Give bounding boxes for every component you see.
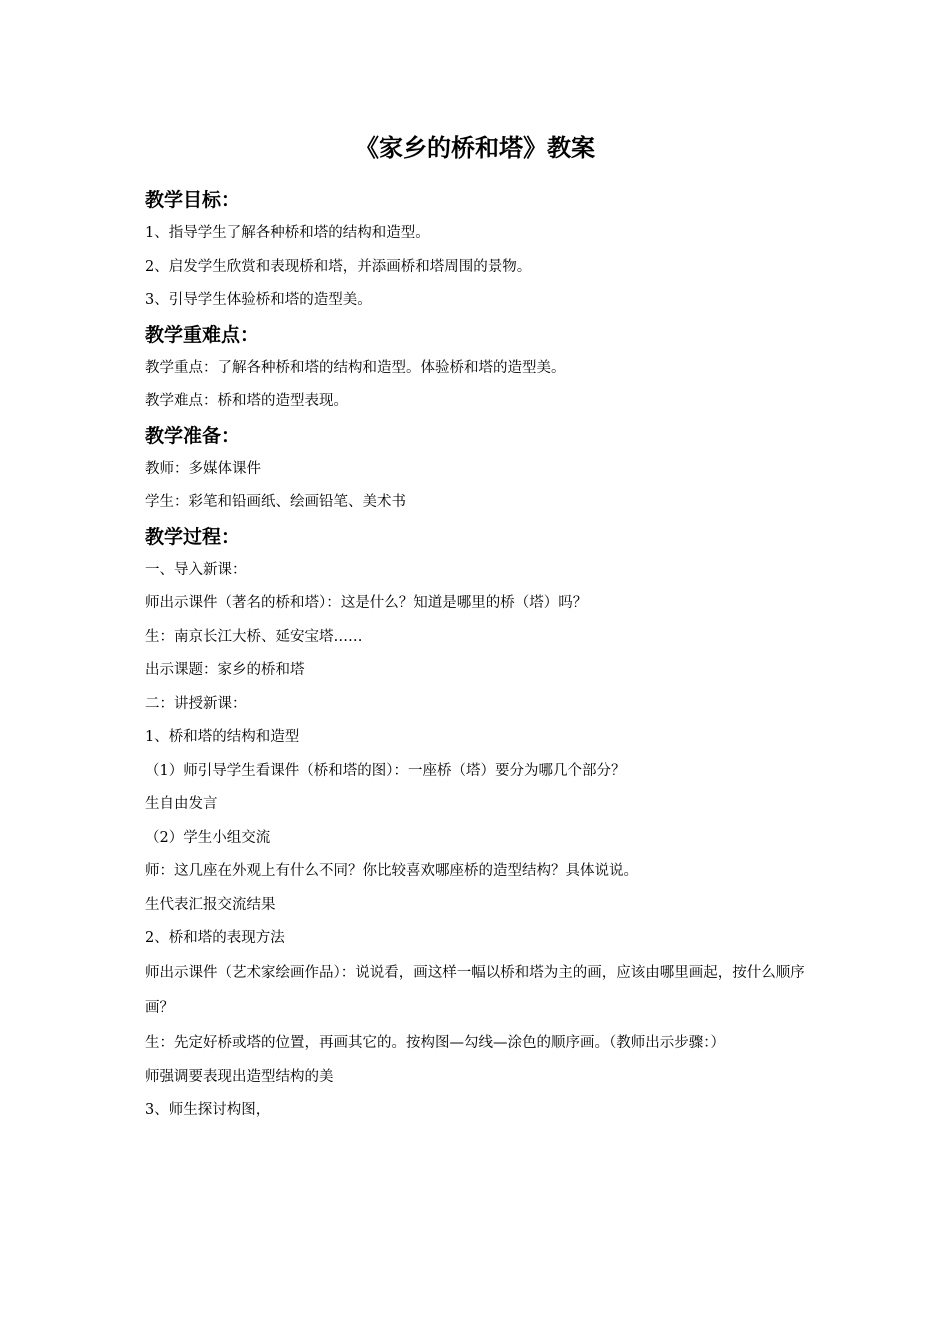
paragraph: 师出示课件（著名的桥和塔）：这是什么？知道是哪里的桥（塔）吗？ [145, 595, 588, 611]
paragraph: 生：先定好桥或塔的位置，再画其它的。按构图—勾线—涂色的顺序画。（教师出示步骤：） [145, 1034, 725, 1051]
paragraph: 2、桥和塔的表现方法 [145, 930, 285, 946]
paragraph: 二：讲授新课： [145, 695, 247, 712]
section-heading: 教学准备： [145, 424, 241, 447]
paragraph: （2）学生小组交流 [145, 829, 271, 846]
section-teaching-objectives [145, 183, 825, 318]
paragraph: （1）师引导学生看课件（桥和塔的图）：一座桥（塔）要分为哪几个部分？ [145, 762, 626, 779]
document-body [145, 183, 825, 1128]
paragraph: 3、引导学生体验桥和塔的造型美。 [145, 292, 372, 308]
section-heading: 教学重难点： [145, 323, 260, 346]
paragraph: 师：这几座在外观上有什么不同？你比较喜欢哪座桥的造型结构？具体说说。 [145, 863, 638, 879]
section-key-points [145, 318, 825, 419]
paragraph: 生自由发言 [145, 796, 218, 812]
paragraph: 2、启发学生欣赏和表现桥和塔，并添画桥和塔周围的景物。 [145, 258, 532, 275]
section-teaching-process [145, 520, 825, 1128]
section-heading: 教学目标： [145, 189, 241, 211]
document-title: 《家乡的桥和塔》教案 [355, 134, 595, 162]
paragraph: 生代表汇报交流结果 [145, 896, 276, 913]
paragraph: 教师：多媒体课件 [145, 460, 261, 477]
paragraph: 师出示课件（艺术家绘画作品）：说说看，画这样一幅以桥和塔为主的画，应该由哪里画起，按什么顺序画？ [145, 964, 805, 1016]
paragraph: 生：南京长江大桥、延安宝塔…… [145, 628, 363, 645]
paragraph: 教学难点：桥和塔的造型表现。 [145, 393, 348, 409]
paragraph: 教学重点：了解各种桥和塔的结构和造型。体验桥和塔的造型美。 [145, 359, 566, 376]
paragraph: 师强调要表现出造型结构的美 [145, 1068, 334, 1085]
section-heading: 教学过程： [145, 525, 241, 548]
paragraph: 出示课题：家乡的桥和塔 [145, 662, 305, 678]
section-preparation [145, 419, 825, 520]
paragraph: 3、师生探讨构图， [145, 1102, 271, 1118]
paragraph: 1、桥和塔的结构和造型 [145, 729, 300, 745]
paragraph: 学生：彩笔和铅画纸、绘画铅笔、美术书 [145, 494, 406, 510]
paragraph: 1、指导学生了解各种桥和塔的结构和造型。 [145, 225, 430, 241]
paragraph: 一、导入新课： [145, 561, 247, 578]
